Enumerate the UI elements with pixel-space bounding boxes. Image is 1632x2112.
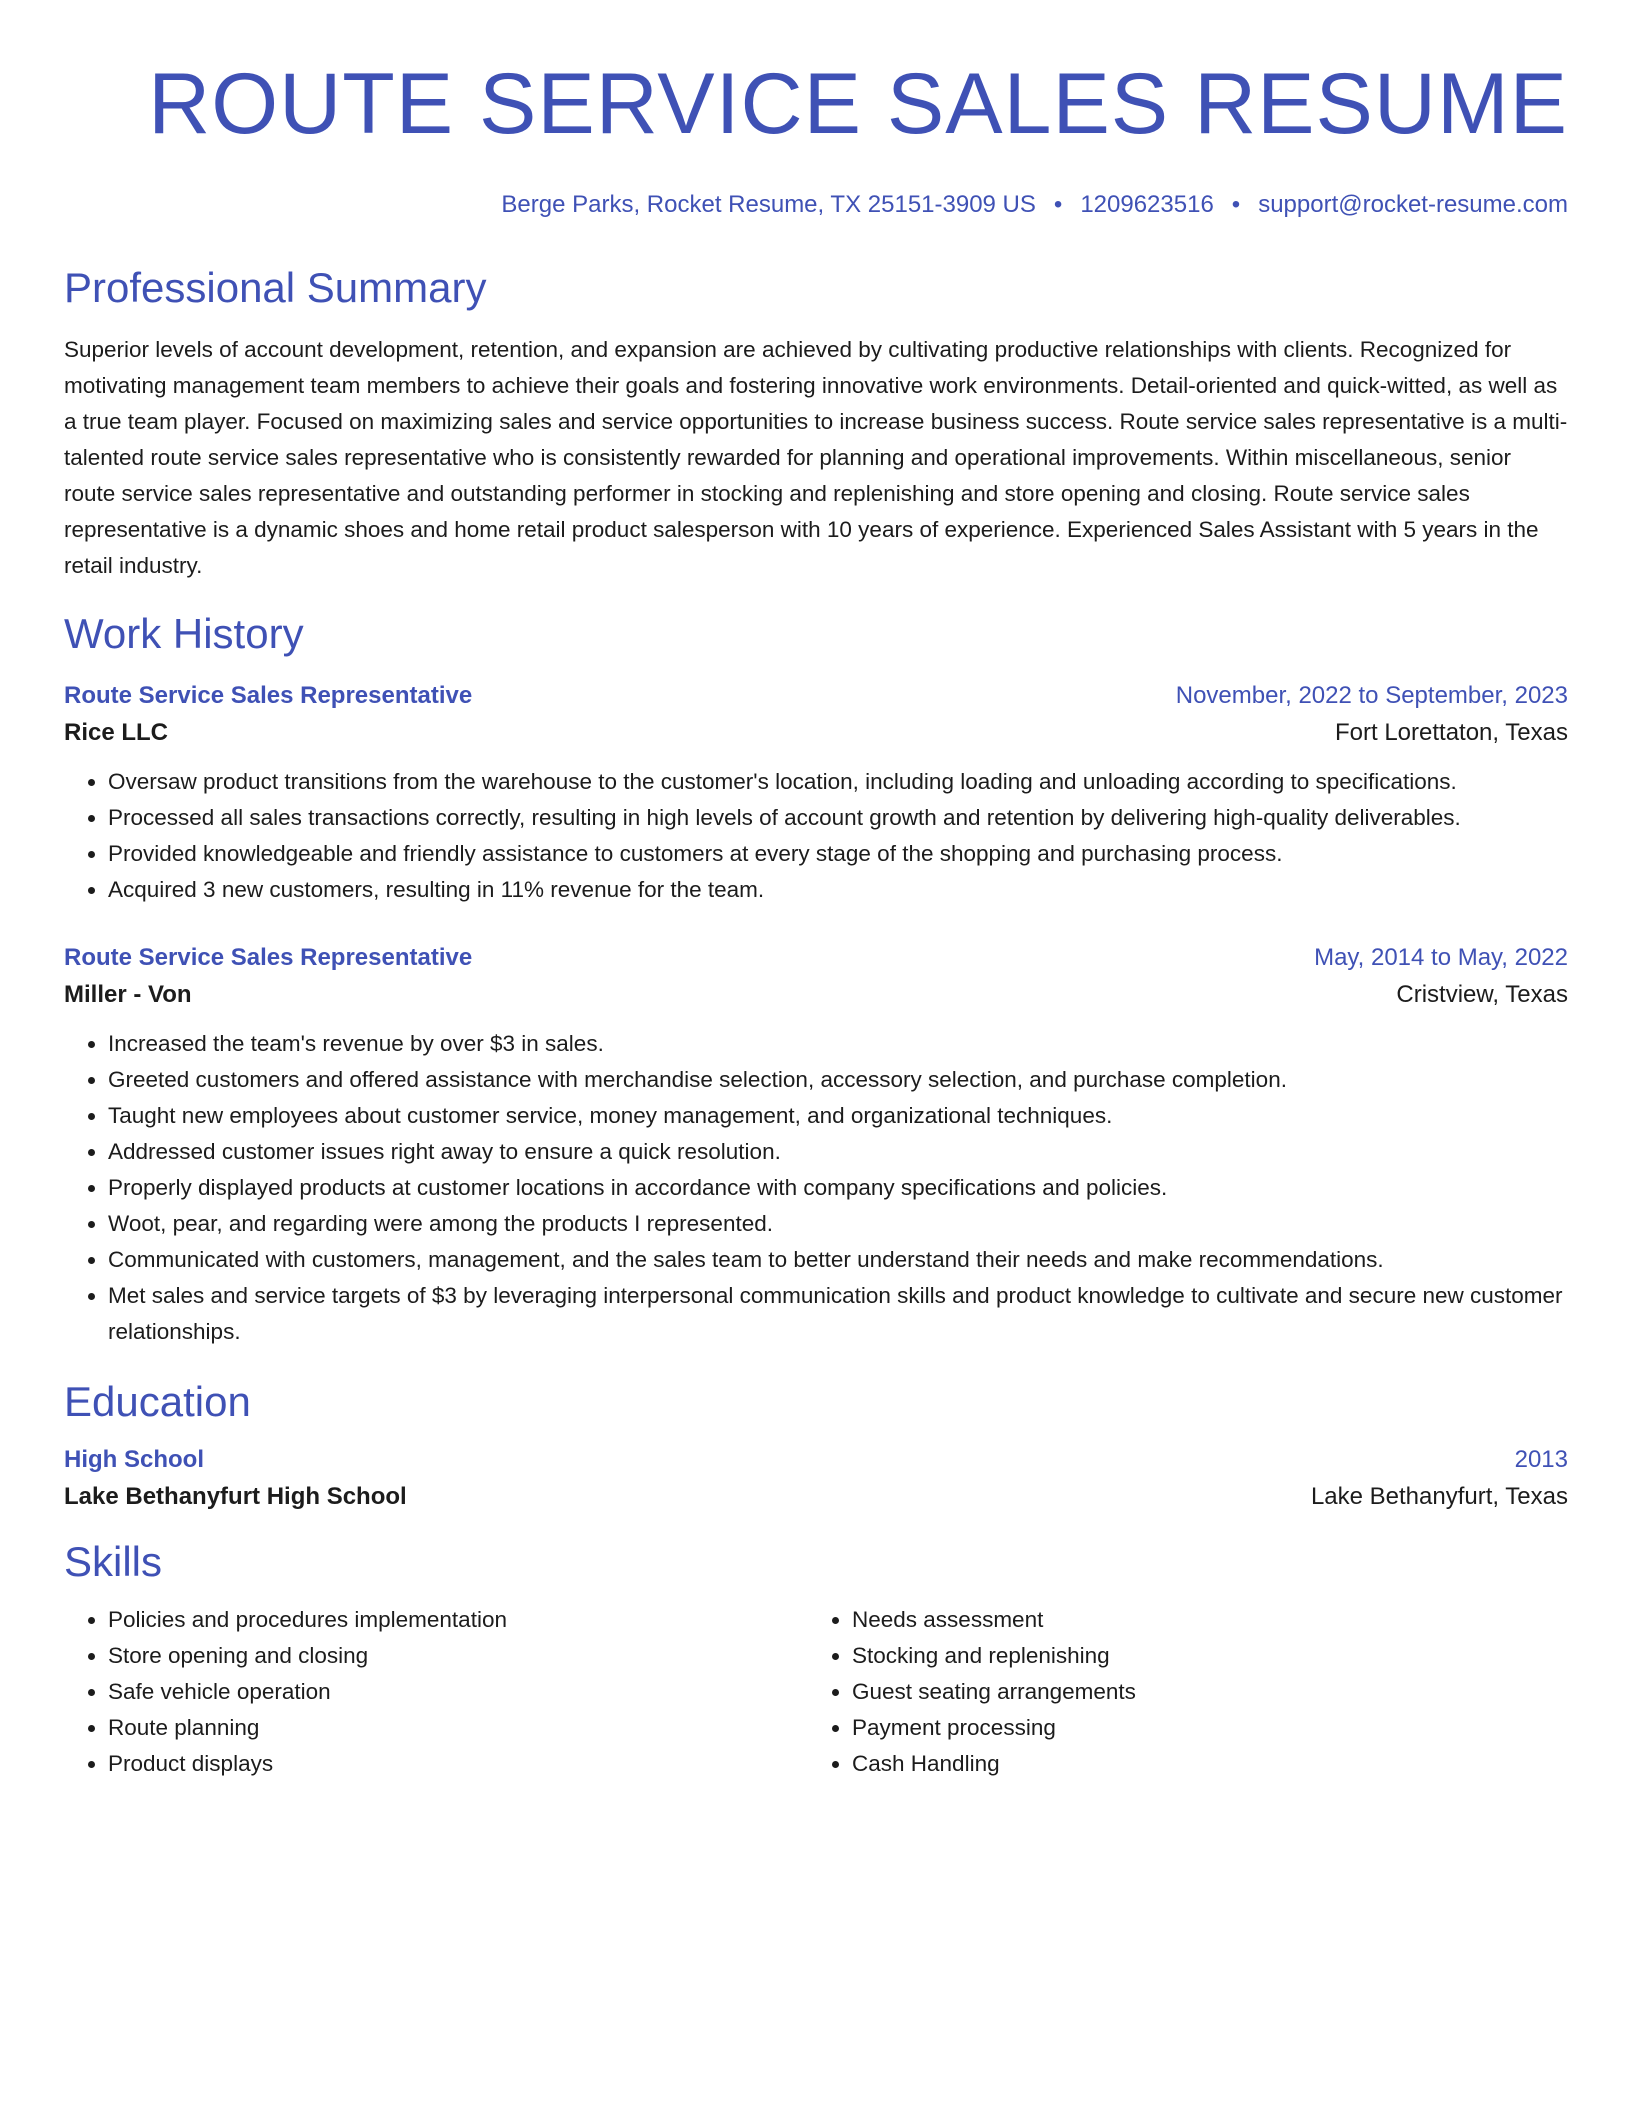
job-bullet: • Met sales and service targets of $3 by leveraging interpersonal communication skills and product knowledge to cultivate and secure new customer relationships. bbox=[108, 1278, 1568, 1350]
job-bullet: • Properly displayed products at customer locations in accordance with company specifications and policies. bbox=[108, 1170, 1568, 1206]
contact-phone: 1209623516 bbox=[1080, 191, 1214, 218]
education-degree: High School bbox=[64, 1446, 204, 1473]
job-bullet: • Provided knowledgeable and friendly assistance to customers at every stage of the shopping and purchasing process. bbox=[108, 836, 1568, 872]
education-heading: Education bbox=[64, 1378, 251, 1425]
job-bullet: • Taught new employees about customer service, money management, and organizational techniques. bbox=[108, 1098, 1568, 1134]
job-company-row bbox=[64, 714, 1568, 752]
job-role: Route Service Sales Representative bbox=[64, 682, 473, 709]
resume-title: ROUTE SERVICE SALES RESUME bbox=[148, 56, 1568, 152]
job-bullet: • Oversaw product transitions from the warehouse to the customer's location, including loading and unloading according to specifications. bbox=[108, 764, 1568, 800]
job-bullet: • Acquired 3 new customers, resulting in 11% revenue for the team. bbox=[108, 872, 1568, 908]
skills-column-right bbox=[816, 1602, 1568, 1782]
job-company: Rice LLC bbox=[64, 719, 169, 746]
job-bullet: • Addressed customer issues right away to ensure a quick resolution. bbox=[108, 1134, 1568, 1170]
job-header-row bbox=[64, 940, 1568, 976]
job-header-row bbox=[64, 678, 1568, 714]
job-role: Route Service Sales Representative bbox=[64, 944, 473, 971]
education-year: 2013 bbox=[1514, 1446, 1568, 1473]
summary-heading: Professional Summary bbox=[64, 264, 487, 311]
skill-item: • Store opening and closing bbox=[108, 1638, 816, 1674]
education-entry bbox=[64, 1442, 1568, 1516]
job-bullets bbox=[64, 1026, 1568, 1350]
separator-dot: • bbox=[1053, 191, 1063, 218]
job-bullet: • Greeted customers and offered assistance with merchandise selection, accessory selection, and purchase completion. bbox=[108, 1062, 1568, 1098]
job-dates: May, 2014 to May, 2022 bbox=[1314, 944, 1568, 971]
education-header-row bbox=[64, 1442, 1568, 1478]
skills-list bbox=[816, 1602, 1568, 1782]
separator-dot: • bbox=[1231, 191, 1241, 218]
job-entry bbox=[64, 678, 1568, 908]
job-company: Miller - Von bbox=[64, 981, 192, 1008]
job-location: Cristview, Texas bbox=[1396, 981, 1568, 1008]
summary-text: Superior levels of account development, retention, and expansion are achieved by cultivating productive relationships with clients. Recognized for motivating management team members to achieve their goals and fostering innovative work environments. Detail-oriented and quick-witted, as well as a true team player. Focused on maximizing sales and service opportunities to increase business success. Route service sales representative is a multi-talented route service sales representative who is consistently rewarded for planning and operational improvements. Within miscellaneous, senior route service sales representative and outstanding performer in stocking and replenishing and store opening and closing. Route service sales representative is a dynamic shoes and home retail product salesperson with 10 years of experience. Experienced Sales Assistant with 5 years in the retail industry. bbox=[64, 337, 1568, 578]
skill-item: • Route planning bbox=[108, 1710, 816, 1746]
skill-item: • Cash Handling bbox=[852, 1746, 1568, 1782]
skill-item: • Needs assessment bbox=[852, 1602, 1568, 1638]
job-bullet: • Processed all sales transactions correctly, resulting in high levels of account growth and retention by delivering high-quality deliverables. bbox=[108, 800, 1568, 836]
contact-email: support@rocket-resume.com bbox=[1258, 191, 1568, 218]
contact-address: Berge Parks, Rocket Resume, TX 25151-3909 US bbox=[501, 191, 1036, 218]
skills-list bbox=[64, 1602, 816, 1782]
job-bullet: • Communicated with customers, management, and the sales team to better understand their needs and make recommendations. bbox=[108, 1242, 1568, 1278]
job-location: Fort Lorettaton, Texas bbox=[1334, 719, 1568, 746]
skill-item: • Guest seating arrangements bbox=[852, 1674, 1568, 1710]
skills-column-left bbox=[64, 1602, 816, 1782]
job-company-row bbox=[64, 976, 1568, 1014]
work-history-heading: Work History bbox=[64, 610, 304, 657]
job-bullet: • Woot, pear, and regarding were among the products I represented. bbox=[108, 1206, 1568, 1242]
skill-item: • Safe vehicle operation bbox=[108, 1674, 816, 1710]
skills-heading: Skills bbox=[64, 1538, 163, 1585]
skills-grid bbox=[64, 1602, 1568, 1782]
contact-line bbox=[64, 190, 1568, 220]
education-school: Lake Bethanyfurt High School bbox=[64, 1483, 407, 1510]
skill-item: • Payment processing bbox=[852, 1710, 1568, 1746]
skill-item: • Product displays bbox=[108, 1746, 816, 1782]
education-school-row bbox=[64, 1478, 1568, 1516]
job-bullets bbox=[64, 764, 1568, 908]
skill-item: • Policies and procedures implementation bbox=[108, 1602, 816, 1638]
job-dates: November, 2022 to September, 2023 bbox=[1175, 682, 1568, 709]
skill-item: • Stocking and replenishing bbox=[852, 1638, 1568, 1674]
education-location: Lake Bethanyfurt, Texas bbox=[1310, 1483, 1568, 1510]
job-bullet: • Increased the team's revenue by over $3 in sales. bbox=[108, 1026, 1568, 1062]
job-entry bbox=[64, 940, 1568, 1350]
